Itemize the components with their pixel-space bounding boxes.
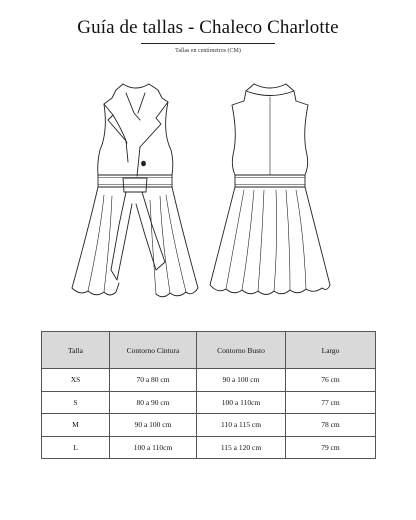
cell-bust: 90 a 100 cm	[197, 369, 286, 392]
cell-size: L	[42, 436, 110, 459]
cell-size: S	[42, 391, 110, 414]
header-size: Talla	[42, 332, 110, 369]
cell-bust: 115 a 120 cm	[197, 436, 286, 459]
cell-length: 76 cm	[286, 369, 376, 392]
table-row	[42, 369, 376, 392]
cell-length: 78 cm	[286, 414, 376, 437]
front-view-sketch	[72, 84, 198, 297]
cell-size: M	[42, 414, 110, 437]
table-row	[42, 436, 376, 459]
cell-size: XS	[42, 369, 110, 392]
cell-waist: 100 a 110cm	[110, 436, 197, 459]
back-view-sketch	[210, 84, 330, 295]
cell-waist: 70 a 80 cm	[110, 369, 197, 392]
page-subtitle: Tallas en centímetros (CM)	[175, 48, 241, 54]
header-waist: Contorno Cintura	[110, 332, 197, 369]
cell-bust: 110 a 115 cm	[197, 414, 286, 437]
size-chart-table	[41, 331, 376, 459]
table-row	[42, 391, 376, 414]
table-row	[42, 414, 376, 437]
header-bust: Contorno Busto	[197, 332, 286, 369]
cell-waist: 90 a 100 cm	[110, 414, 197, 437]
cell-length: 79 cm	[286, 436, 376, 459]
header-length: Largo	[286, 332, 376, 369]
cell-bust: 100 a 110cm	[197, 391, 286, 414]
cell-length: 77 cm	[286, 391, 376, 414]
cell-waist: 80 a 90 cm	[110, 391, 197, 414]
page-title: Guía de tallas - Chaleco Charlotte	[77, 17, 339, 38]
table-header-row	[42, 332, 376, 369]
